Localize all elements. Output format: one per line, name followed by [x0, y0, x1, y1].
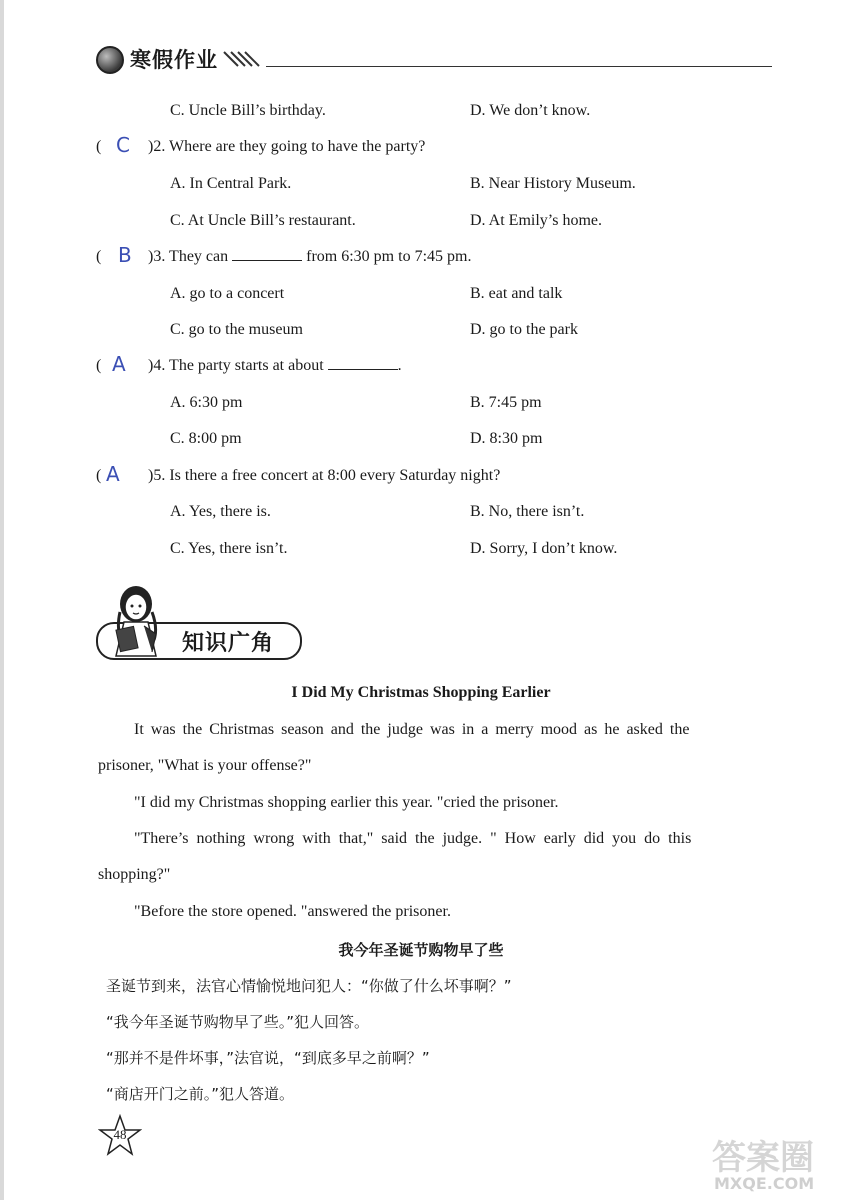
q3-option-c: C. go to the museum: [170, 321, 303, 338]
page-number-badge: [98, 1114, 142, 1158]
q1-option-c: C. Uncle Bill’s birthday.: [170, 102, 326, 119]
q5-option-a: A. Yes, there is.: [170, 503, 271, 520]
header-rule: [266, 66, 772, 67]
section-title: 知识广角: [182, 631, 275, 656]
q3-option-a: A. go to a concert: [170, 285, 285, 302]
q2-option-c: C. At Uncle Bill’s restaurant.: [170, 212, 356, 229]
story-paragraph-3-cont: shopping?": [98, 866, 171, 883]
story-paragraph-1-cont: prisoner, "What is your offense?": [98, 757, 312, 774]
question-3: ( B )3. They can from 6:30 pm to 7:45 pm.: [96, 243, 472, 267]
answer-2: C: [116, 133, 130, 157]
story-paragraph-2: "I did my Christmas shopping earlier this year. "cried the prisoner.: [134, 794, 559, 811]
q2-option-b: B. Near History Museum.: [470, 175, 636, 192]
answer-5: A: [106, 462, 120, 486]
story-paragraph-4: "Before the store opened. "answered the prisoner.: [134, 903, 451, 920]
question-2: ( C )2. Where are they going to have the party?: [96, 133, 426, 157]
q5-option-c: C. Yes, there isn’t.: [170, 540, 288, 557]
page-number: 48: [113, 1127, 127, 1142]
q3-option-d: D. go to the park: [470, 321, 578, 338]
translation-title: 我今年圣诞节购物早了些: [338, 941, 504, 959]
q4-option-d: D. 8:30 pm: [470, 430, 543, 447]
q1-option-d: D. We don’t know.: [470, 102, 591, 119]
translation-line-3: “那并不是件坏事，”法官说，“到底多早之前啊？”: [106, 1049, 430, 1067]
blank-4: [328, 369, 398, 370]
story-paragraph-1: It was the Christmas season and the judge was in a merry mood as he asked the: [134, 721, 690, 738]
watermark-logo: 答案圈: [712, 1138, 814, 1178]
page-header: [96, 42, 776, 78]
question-4: ( A )4. The party starts at about .: [96, 352, 402, 376]
header-circle-icon: [96, 46, 124, 74]
watermark-url: MXQE.COM: [714, 1174, 815, 1193]
translation-line-2: “我今年圣诞节购物早了些。”犯人回答。: [106, 1013, 370, 1031]
q4-option-b: B. 7:45 pm: [470, 394, 542, 411]
watermark: [712, 1130, 840, 1198]
section-banner: [96, 582, 306, 662]
q2-option-a: A. In Central Park.: [170, 175, 292, 192]
page-edge: [0, 0, 4, 1200]
q5-option-d: D. Sorry, I don’t know.: [470, 540, 618, 557]
translation-line-1: 圣诞节到来，法官心情愉悦地问犯人：“你做了什么坏事啊？”: [106, 977, 512, 995]
q4-option-a: A. 6:30 pm: [170, 394, 243, 411]
q3-option-b: B. eat and talk: [470, 285, 563, 302]
girl-reading-icon: [100, 582, 170, 660]
question-5: ( A )5. Is there a free concert at 8:00 every Saturday night?: [96, 462, 501, 486]
translation-line-4: “商店开门之前。”犯人答道。: [106, 1085, 295, 1103]
q4-option-c: C. 8:00 pm: [170, 430, 242, 447]
header-slashes-icon: [222, 48, 262, 70]
header-title: 寒假作业: [130, 48, 218, 72]
answer-4: A: [112, 352, 126, 376]
q5-option-b: B. No, there isn’t.: [470, 503, 585, 520]
story-title: I Did My Christmas Shopping Earlier: [291, 684, 551, 701]
q2-option-d: D. At Emily’s home.: [470, 212, 602, 229]
answer-3: B: [118, 243, 132, 267]
story-paragraph-3: "There’s nothing wrong with that," said the judge. " How early did you do this: [134, 830, 692, 847]
blank-3: [232, 260, 302, 261]
